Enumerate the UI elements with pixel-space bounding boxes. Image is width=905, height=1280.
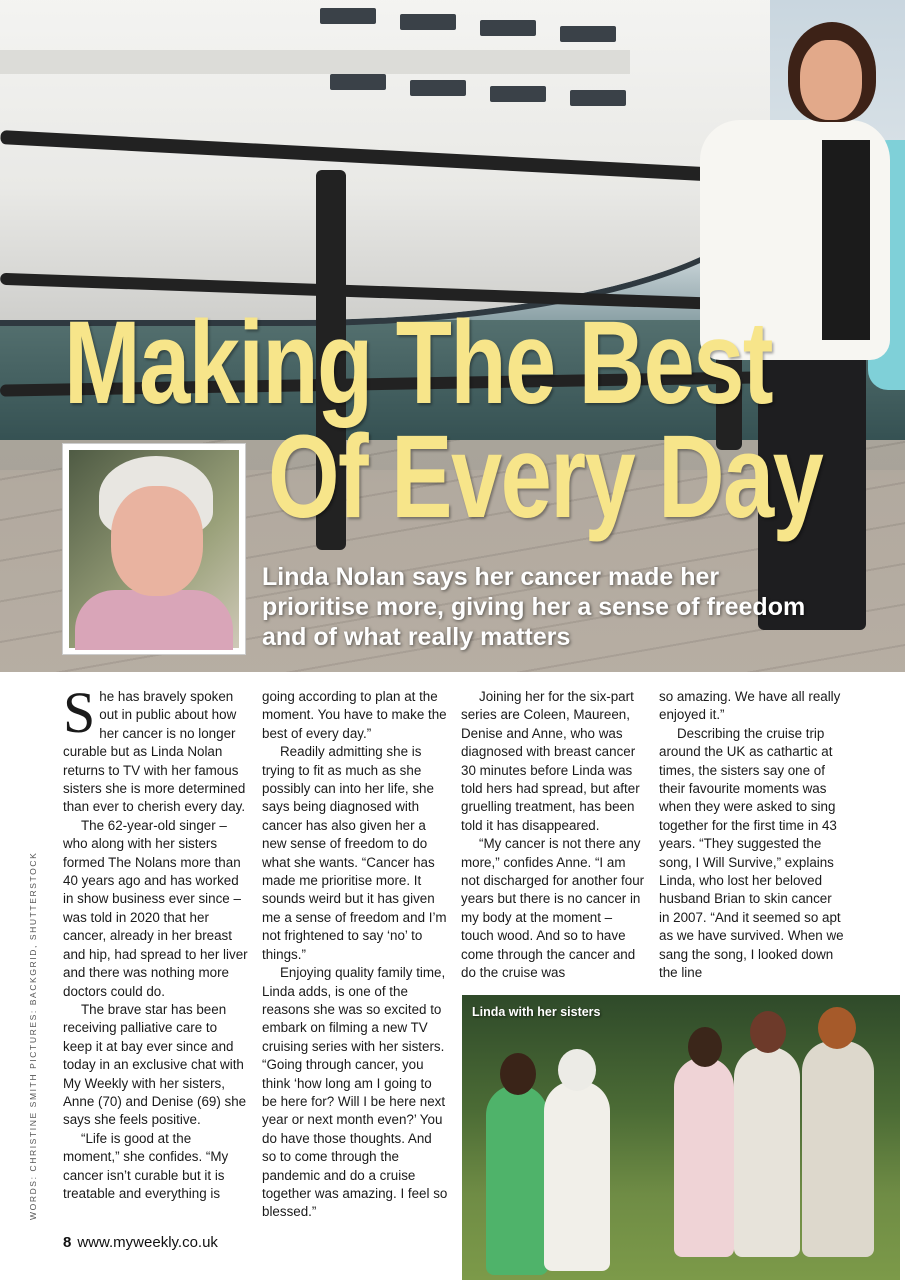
paragraph: The brave star has been receiving palliative care to keep it at bay ever since and today in an exclusive chat with My Weekly with her sisters, Anne (70) and Denise (69) she says she feels positive. bbox=[63, 1001, 247, 1128]
article-column-2 bbox=[262, 688, 448, 1222]
page-number: 8 bbox=[63, 1234, 72, 1251]
person-figure bbox=[486, 1085, 548, 1275]
paragraph: Describing the cruise trip around the UK as cathartic at times, the sisters say one of their favourite moments was when they were asked to sing together for the first time in 43 years. “They suggested the song, I Will Survive,” explains Linda, who lost her beloved husband Brian to skin cancer in 2007. “And it seemed so apt as we have survived. When we sang the song, I looked down the line bbox=[659, 725, 844, 981]
website-link[interactable]: www.myweekly.co.uk bbox=[77, 1234, 218, 1251]
standfirst: Linda Nolan says her cancer made her prioritise more, giving her a sense of freedom and of what really matters bbox=[262, 563, 806, 651]
person-figure bbox=[674, 1057, 734, 1257]
article-column-1 bbox=[63, 680, 249, 1203]
person-figure bbox=[818, 1007, 856, 1049]
paragraph: The 62-year-old singer – who along with her sisters formed The Nolans more than 40 years ago and has worked in show business ever since – was told in 2020 that her cancer, already in her breast and hip, had spread to her liver and there was nothing more doctors could do. bbox=[63, 817, 248, 999]
person-figure bbox=[544, 1081, 610, 1271]
person-figure bbox=[734, 1047, 800, 1257]
photo-credit: WORDS: CHRISTINE SMITH PICTURES: BACKGRID, SHUTTERSTOCK bbox=[28, 851, 38, 1220]
article-column-3 bbox=[461, 688, 647, 983]
headline-line-2: Of Every Day bbox=[268, 411, 823, 543]
sisters-photo bbox=[462, 995, 900, 1280]
woman-figure bbox=[800, 40, 862, 120]
paragraph: Joining her for the six-part series are Coleen, Maureen, Denise and Anne, who was diagnosed with breast cancer 30 minutes before Linda was told hers had spread, but after gruelling treatment, has been told it has disappeared. bbox=[461, 689, 640, 833]
paragraph: “Life is good at the moment,” she confides. “My cancer isn’t curable but it is treatable and everything is bbox=[63, 1130, 229, 1201]
person-figure bbox=[558, 1049, 596, 1091]
person-figure bbox=[688, 1027, 722, 1067]
drop-cap: S bbox=[63, 680, 96, 745]
article-column-4 bbox=[659, 688, 845, 983]
paragraph: so amazing. We have all really enjoyed it.” bbox=[659, 689, 841, 723]
photo-caption: Linda with her sisters bbox=[472, 1005, 601, 1019]
paragraph: She has bravely spoken out in public about how her cancer is no longer curable but as Linda Nolan returns to TV with her famous sisters she is more determined than ever to cherish every day. bbox=[63, 680, 246, 815]
person-figure bbox=[750, 1011, 786, 1053]
paragraph: “My cancer is not there any more,” confides Anne. “I am not discharged for another four years but there is no cancer in my body at the moment – touch wood. And so to have come through the cancer and do the cruise was bbox=[461, 836, 645, 981]
paragraph: Readily admitting she is trying to fit as much as she possibly can into her life, she says being diagnosed with cancer has also given her a new sense of freedom to do what she wants. “Cancer has made me prioritise more. It sounds weird but it has given me a sense of freedom and I’m not frightened to say ‘no’ to things.” bbox=[262, 744, 447, 962]
paragraph: Enjoying quality family time, Linda adds, is one of the reasons she was so excited to embark on filming a new TV cruising series with her sisters. “Going through cancer, you think ‘how long am I going to be here for? Will I be here next year or next month even?’ You do have those thoughts. And so to come through the pandemic and do a cruise together was amazing. I feel so blessed.” bbox=[262, 965, 448, 1220]
linda-portrait-photo bbox=[63, 444, 245, 654]
headline-line-1: Making The Best bbox=[64, 297, 772, 429]
person-figure bbox=[500, 1053, 536, 1095]
paragraph: going according to plan at the moment. You have to make the best of every day.” bbox=[262, 689, 447, 741]
woman-figure bbox=[822, 140, 870, 340]
page-footer bbox=[63, 1234, 218, 1251]
person-figure bbox=[802, 1041, 874, 1257]
